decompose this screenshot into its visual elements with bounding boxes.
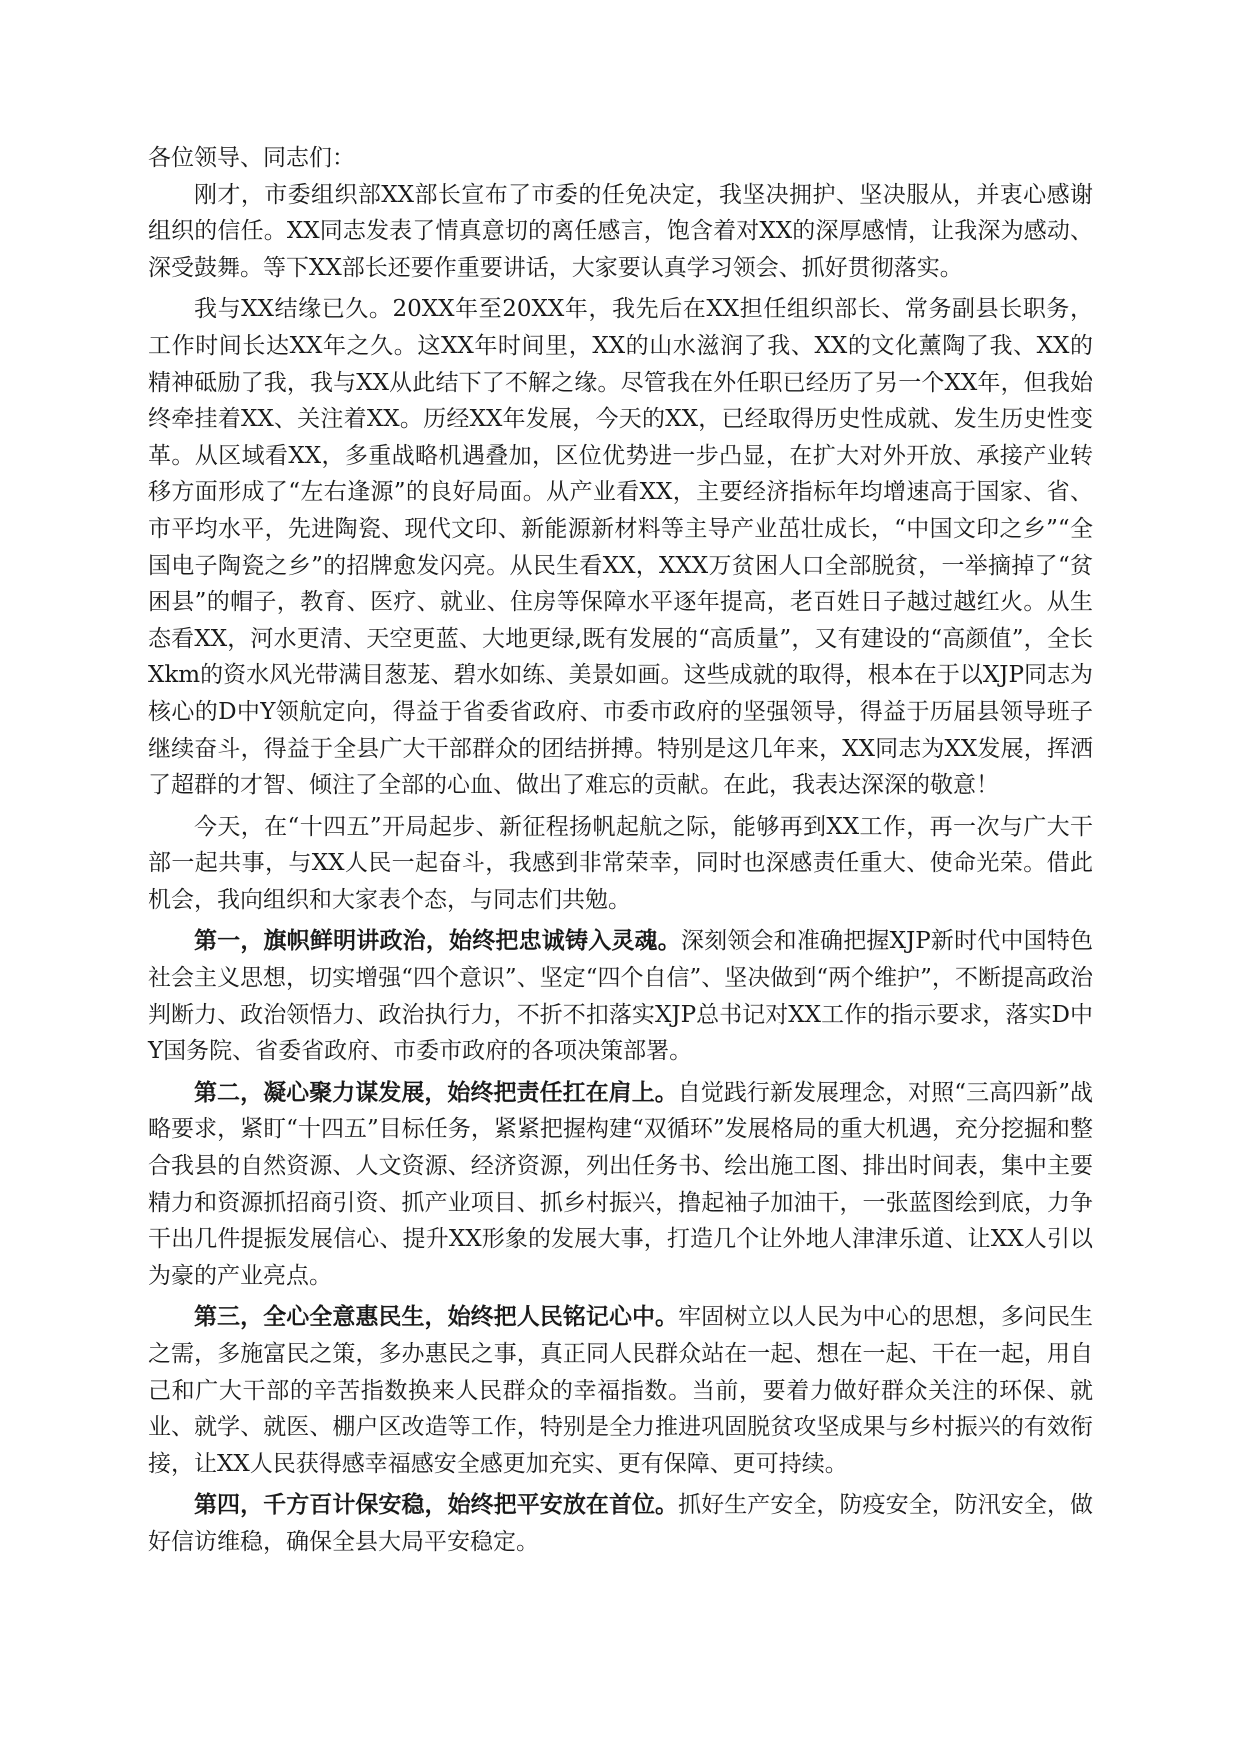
point-2 (148, 1075, 1093, 1295)
point-4-text: 抓好生产安全，防疫安全，防汛安全，做好信访维稳，确保全县大局平安稳定。 (148, 1492, 1094, 1555)
point-1-text: 深刻领会和准确把握XJP新时代中国特色社会主义思想，切实增强“四个意识”、坚定“四个自信”、坚决做到“两个维护”，不断提高政治判断力、政治领悟力、政治执行力，不折不扣落实XJP总书记对XX工作的指示要求，落实D中Y国务院、省委省政府、市委市政府的各项决策部署。 (148, 928, 1094, 1065)
point-1-heading: 第一，旗帜鲜明讲政治，始终把忠诚铸入灵魂。 (194, 927, 681, 955)
point-4 (148, 1487, 1093, 1560)
salutation: 各位领导、同志们： (148, 145, 355, 171)
paragraph-1 (148, 177, 1093, 287)
paragraph-1-text: 刚才，市委组织部XX部长宣布了市委的任免决定，我坚决拥护、坚决服从，并衷心感谢组织的信任。XX同志发表了情真意切的离任感言，饱含着对XX的深厚感情，让我深为感动、深受鼓舞。等下XX部长还要作重要讲话，大家要认真学习领会、抓好贯彻落实。 (148, 181, 1093, 281)
point-2-heading: 第二，凝心聚力谋发展，始终把责任扛在肩上。 (194, 1078, 678, 1106)
paragraph-2 (148, 291, 1093, 803)
speech-document (148, 140, 1093, 1566)
point-3 (148, 1299, 1093, 1482)
point-3-heading: 第三，全心全意惠民生，始终把人民铭记心中。 (194, 1303, 679, 1331)
paragraph-3-text: 今天，在“十四五”开局起步、新征程扬帆起航之际，能够再到XX工作，再一次与广大干部一起共事，与XX人民一起奋斗，我感到非常荣幸，同时也深感责任重大、使命光荣。借此机会，我向组织和大家表个态，与同志们共勉。 (148, 813, 1093, 913)
point-1 (148, 923, 1093, 1069)
paragraph-3 (148, 809, 1093, 919)
paragraph-2-text: 我与XX结缘已久。20XX年至20XX年，我先后在XX担任组织部长、常务副县长职务，工作时间长达XX年之久。这XX年时间里，XX的山水滋润了我、XX的文化薰陶了我、XX的精神砥励了我，我与XX从此结下了不解之缘。尽管我在外任职已经历了另一个XX年，但我始终牵挂着XX、关注着XX。历经XX年发展，今天的XX，已经取得历史性成就、发生历史性变革。从区域看XX，多重战略机遇叠加，区位优势进一步凸显，在扩大对外开放、承接产业转移方面形成了“左右逢源”的良好局面。从产业看XX，主要经济指标年均增速高于国家、省、市平均水平，先进陶瓷、现代文印、新能源新材料等主导产业茁壮成长，“中国文印之乡”“全国电子陶瓷之乡”的招牌愈发闪亮。从民生看XX，XXX万贫困人口全部脱贫，一举摘掉了“贫困县”的帽子，教育、医疗、就业、住房等保障水平逐年提高，老百姓日子越过越红火。从生态看XX，河水更清、天空更蓝、大地更绿,既有发展的“高质量”，又有建设的“高颜值”，全长Xkm的资水风光带满目葱茏、碧水如练、美景如画。这些成就的取得，根本在于以XJP同志为核心的D中Y领航定向，得益于省委省政府、市委市政府的坚强领导，得益于历届县领导班子继续奋斗，得益于全县广大干部群众的团结拼搏。特别是这几年来，XX同志为XX发展，挥洒了超群的才智、倾注了全部的心血、做出了难忘的贡献。在此，我表达深深的敬意！ (148, 296, 1093, 799)
point-3-text: 牢固树立以人民为中心的思想，多问民生之需，多施富民之策，多办惠民之事，真正同人民群众站在一起、想在一起、干在一起，用自己和广大干部的辛苦指数换来人民群众的幸福指数。当前，要着力做好群众关注的环保、就业、就学、就医、棚户区改造等工作，特别是全力推进巩固脱贫攻坚成果与乡村振兴的有效衔接，让XX人民获得感幸福感安全感更加充实、更有保障、更可持续。 (148, 1304, 1094, 1477)
point-4-heading: 第四，千方百计保安稳，始终把平安放在首位。 (194, 1491, 679, 1519)
point-2-text: 自觉践行新发展理念，对照“三高四新”战略要求，紧盯“十四五”目标任务，紧紧把握构建“双循环”发展格局的重大机遇，充分挖掘和整合我县的自然资源、人文资源、经济资源，列出任务书、绘出施工图、排出时间表，集中主要精力和资源抓招商引资、抓产业项目、抓乡村振兴，撸起袖子加油干，一张蓝图绘到底，力争干出几件提振发展信心、提升XX形象的发展大事，打造几个让外地人津津乐道、让XX人引以为豪的产业亮点。 (148, 1079, 1093, 1289)
